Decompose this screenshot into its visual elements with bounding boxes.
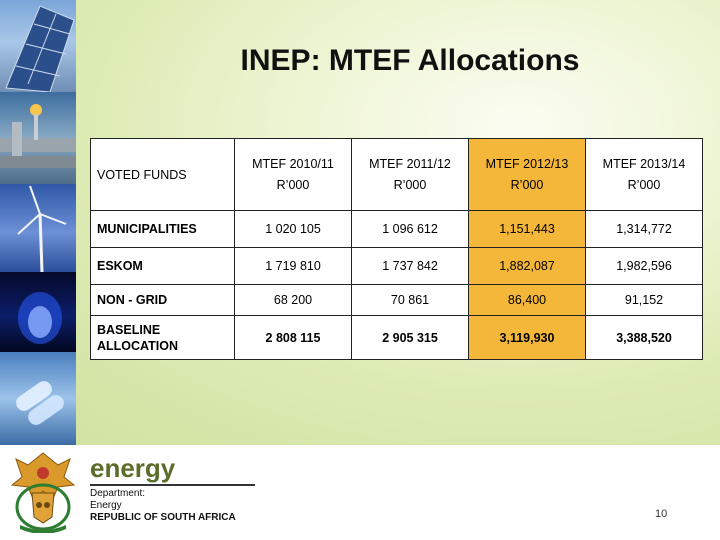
wind-turbine-photo xyxy=(0,184,76,272)
header-unit: R’000 xyxy=(510,177,544,192)
solar-panel-photo xyxy=(0,0,76,92)
row-label xyxy=(91,316,235,360)
pipeline-photo xyxy=(0,92,76,184)
header-year: MTEF 2013/14 xyxy=(602,156,686,171)
wind-turbine-icon xyxy=(0,184,76,272)
department-label xyxy=(90,488,236,524)
table-cell: 91,152 xyxy=(586,285,703,316)
header-voted-funds: VOTED FUNDS xyxy=(91,139,235,211)
header-unit: R’000 xyxy=(393,177,427,192)
table-cell: 1,151,443 xyxy=(469,211,586,248)
coat-of-arms-logo xyxy=(8,451,78,538)
page-number: 10 xyxy=(655,508,668,520)
table-cell: 86,400 xyxy=(469,285,586,316)
row-label: NON - GRID xyxy=(91,285,235,316)
table-row-non-grid xyxy=(91,285,703,316)
table-cell: 2 905 315 xyxy=(352,316,469,360)
allocations-table xyxy=(90,138,703,360)
table-cell: 1,314,772 xyxy=(586,211,703,248)
table-row-baseline-allocation xyxy=(91,316,703,360)
solar-panel-icon xyxy=(0,0,76,92)
row-label: MUNICIPALITIES xyxy=(91,211,235,248)
table-cell: 3,388,520 xyxy=(586,316,703,360)
photo-strip xyxy=(0,0,76,445)
header-col-2010-11 xyxy=(235,139,352,211)
table-cell: 2 808 115 xyxy=(235,316,352,360)
table-cell: 68 200 xyxy=(235,285,352,316)
page-title: INEP: MTEF Allocations xyxy=(240,44,580,77)
dept-line: Energy xyxy=(90,500,122,511)
row-label: ESKOM xyxy=(91,248,235,285)
header-unit: R’000 xyxy=(627,177,661,192)
table-cell: 1 096 612 xyxy=(352,211,469,248)
pipeline-icon xyxy=(0,92,76,184)
dept-line: Department: xyxy=(90,488,146,499)
table-row-eskom xyxy=(91,248,703,285)
energy-wordmark: energy xyxy=(90,453,176,483)
row-label-line: BASELINE xyxy=(97,322,161,337)
row-label-line: ALLOCATION xyxy=(97,338,179,353)
header-col-2013-14 xyxy=(586,139,703,211)
table-row-municipalities xyxy=(91,211,703,248)
coat-of-arms-icon xyxy=(8,451,78,533)
header-year: MTEF 2012/13 xyxy=(485,156,569,171)
table-cell: 1 737 842 xyxy=(352,248,469,285)
light-bulb-icon xyxy=(0,352,76,445)
table-cell: 1,882,087 xyxy=(469,248,586,285)
header-year: MTEF 2011/12 xyxy=(369,156,451,171)
header-year: MTEF 2010/11 xyxy=(252,156,334,171)
header-unit: R’000 xyxy=(276,177,310,192)
flame-icon xyxy=(0,272,76,352)
table-cell: 1,982,596 xyxy=(586,248,703,285)
table-cell: 3,119,930 xyxy=(469,316,586,360)
table-cell: 1 719 810 xyxy=(235,248,352,285)
brand-divider xyxy=(90,484,255,486)
light-bulb-photo xyxy=(0,352,76,445)
gas-flame-photo xyxy=(0,272,76,352)
dept-country: REPUBLIC OF SOUTH AFRICA xyxy=(90,512,236,523)
table-cell: 70 861 xyxy=(352,285,469,316)
header-col-2011-12 xyxy=(352,139,469,211)
table-cell: 1 020 105 xyxy=(235,211,352,248)
header-col-2012-13 xyxy=(469,139,586,211)
table-header-row xyxy=(91,139,703,211)
